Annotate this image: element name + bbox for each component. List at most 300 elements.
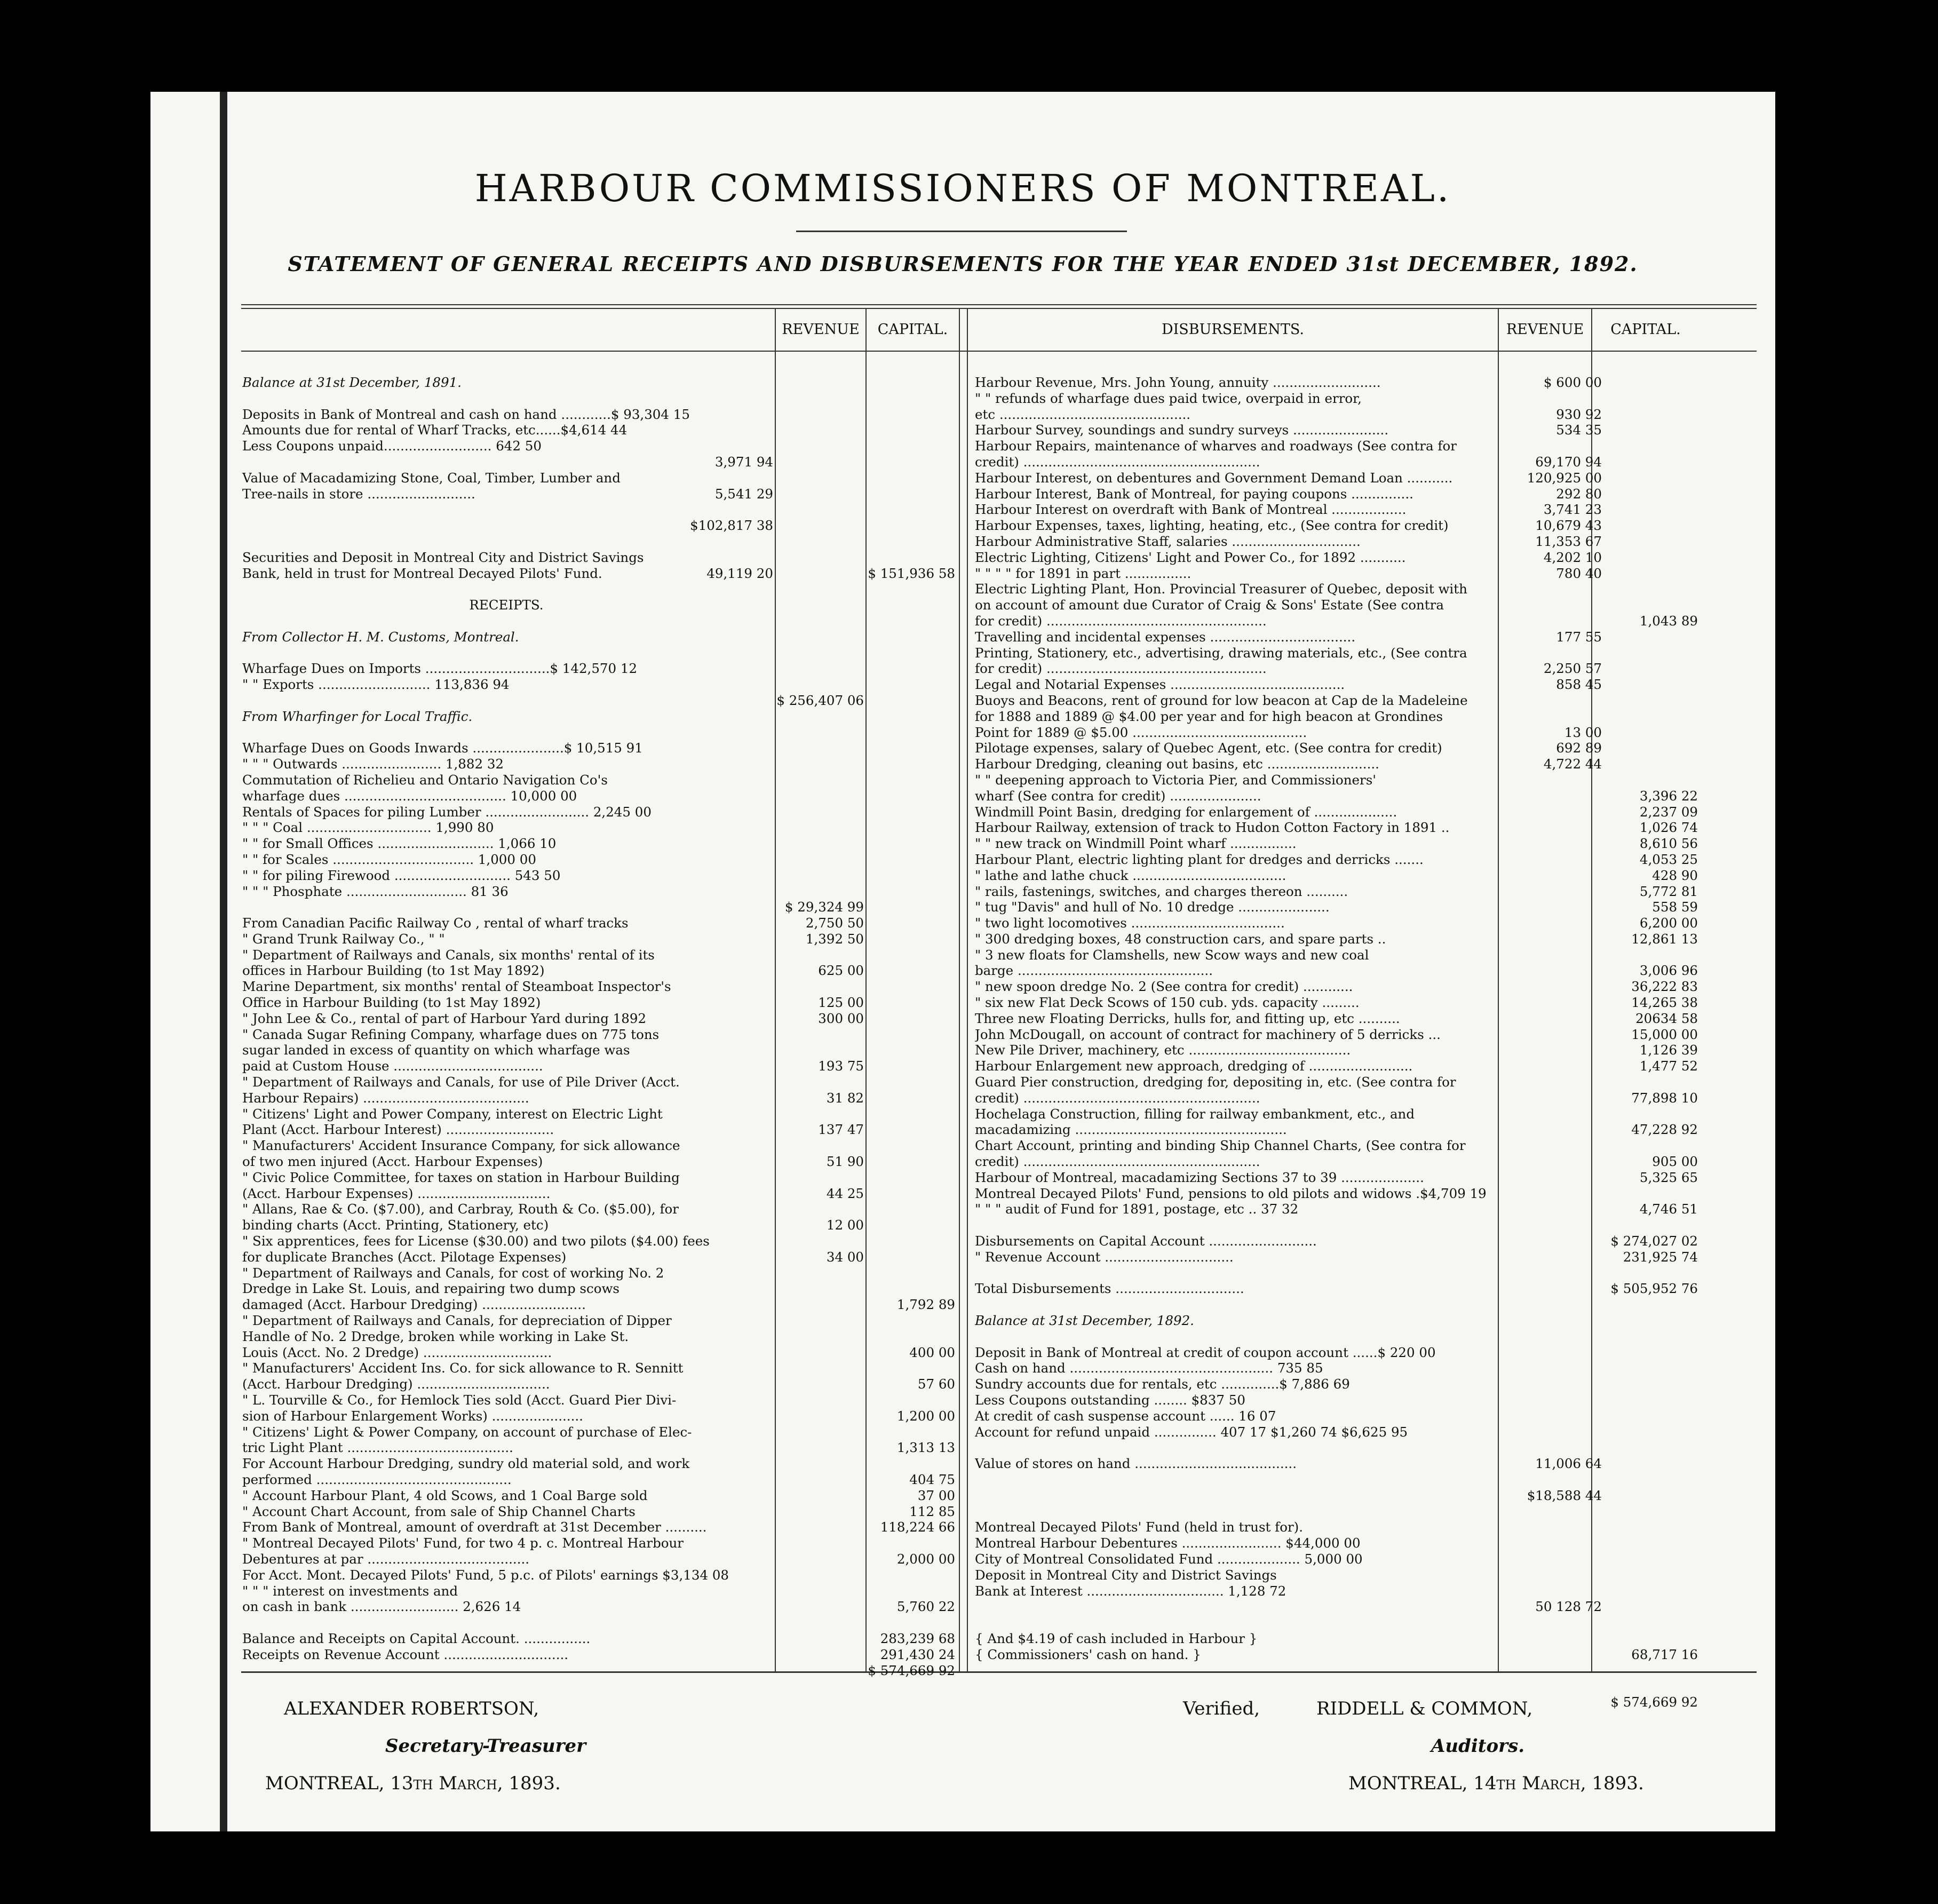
ledger-row: [242, 772, 957, 788]
row-revenue-amount: 292 80: [1556, 486, 1602, 502]
ledger-row: [975, 454, 1765, 470]
row-revenue-amount: $ 29,324 99: [784, 899, 864, 915]
row-description: " new spoon dredge No. 2 (See contra for credit) ............: [975, 979, 1353, 995]
row-capital-amount: 1,792 89: [896, 1297, 955, 1313]
row-revenue-amount: 2,250 57: [1543, 661, 1602, 677]
ledger-row: [975, 391, 1765, 407]
ledger-row: [242, 629, 957, 645]
row-description: From Bank of Montreal, amount of overdraft at 31st December ..........: [242, 1519, 707, 1535]
document-sheet: [150, 92, 1775, 1831]
right-revenue-header: REVENUE: [1506, 321, 1584, 338]
ledger-row: [242, 836, 957, 852]
row-description: " " " Coal .............................. 1,990 80: [242, 820, 494, 836]
ledger-row: [242, 1535, 957, 1551]
ledger-row: [975, 1647, 1765, 1663]
ledger-row: [975, 931, 1765, 947]
ledger-row: [242, 1376, 957, 1392]
row-description: Receipts on Revenue Account ..............................: [242, 1646, 569, 1662]
row-revenue-amount: 13 00: [1564, 724, 1602, 740]
ledger-row: [242, 391, 957, 407]
row-description: Printing, Stationery, etc., advertising, drawing materials, etc., (See contra: [975, 645, 1467, 661]
ledger-row: [242, 518, 957, 534]
ledger-row: [242, 1201, 957, 1217]
ledger-row: [242, 804, 957, 820]
ledger-row: [242, 1663, 957, 1679]
ledger-row: [975, 502, 1765, 518]
row-revenue-amount: 177 55: [1556, 629, 1602, 645]
ledger-row: [975, 1488, 1765, 1504]
title-rule: [796, 231, 1127, 232]
row-description: offices in Harbour Building (to 1st May 1892): [242, 963, 545, 979]
ledger-row: [975, 1090, 1765, 1106]
row-revenue-amount: $ 256,407 06: [776, 692, 864, 708]
ledger-row: [242, 613, 957, 629]
ledger-row: [242, 884, 957, 900]
ledger-row: [242, 915, 957, 931]
row-description: on cash in bank .......................... 2,626 14: [242, 1599, 521, 1615]
row-description: Harbour Interest, Bank of Montreal, for paying coupons ...............: [975, 486, 1413, 502]
ledger-row: [242, 963, 957, 979]
receipts-column: [242, 375, 957, 1678]
row-revenue-amount: 2,750 50: [805, 915, 864, 931]
ledger-row: [975, 1122, 1765, 1138]
ledger-row: [242, 502, 957, 518]
ledger-row: [975, 438, 1765, 454]
ledger-row: [975, 1376, 1765, 1392]
row-description: Travelling and incidental expenses ...................................: [975, 629, 1356, 645]
ledger-row: [242, 1599, 957, 1615]
ledger-row: [975, 375, 1765, 391]
row-revenue-amount: 3,741 23: [1543, 502, 1602, 518]
ledger-row: [975, 1504, 1765, 1520]
row-description: " Citizens' Light & Power Company, on account of purchase of Elec-: [242, 1424, 692, 1440]
row-revenue-amount: 69,170 94: [1535, 454, 1602, 470]
row-description: sion of Harbour Enlargement Works) ......................: [242, 1408, 583, 1424]
ledger-row: [975, 788, 1765, 804]
ledger-row: [975, 979, 1765, 995]
ledger-row: [975, 1027, 1765, 1043]
ledger-row: [242, 1042, 957, 1058]
row-revenue-amount: 534 35: [1556, 422, 1602, 438]
ledger-row: [975, 1678, 1765, 1694]
ledger-row: [242, 1138, 957, 1154]
ledger-row: [975, 1329, 1765, 1345]
row-capital-amount: 14,265 38: [1631, 995, 1698, 1011]
ledger-row: [975, 1106, 1765, 1122]
row-description: " Citizens' Light and Power Company, interest on Electric Light: [242, 1106, 663, 1122]
ledger-row: [975, 1360, 1765, 1376]
row-revenue-amount: $18,588 44: [1527, 1487, 1602, 1503]
ledger-row: [975, 1217, 1765, 1233]
row-description: Harbour Plant, electric lighting plant for dredges and derricks .......: [975, 851, 1424, 867]
row-revenue-amount: 1,392 50: [805, 931, 864, 947]
ledger-row: [975, 1472, 1765, 1488]
ledger-row: [975, 1615, 1765, 1631]
secretary-name: ALEXANDER ROBERTSON,: [284, 1698, 539, 1719]
row-description: Office in Harbour Building (to 1st May 1892): [242, 995, 541, 1011]
ledger-row: [975, 629, 1765, 645]
ledger-row: [242, 407, 957, 423]
row-description: " six new Flat Deck Scows of 150 cub. yds. capacity .........: [975, 995, 1360, 1011]
row-description: For Acct. Mont. Decayed Pilots' Fund, 5 p.c. of Pilots' earnings $3,134 08: [242, 1567, 729, 1583]
row-description: sugar landed in excess of quantity on which wharfage was: [242, 1042, 630, 1058]
ledger-row: [242, 438, 957, 454]
ledger-row: [242, 581, 957, 597]
ledger-row: [242, 899, 957, 915]
ledger-row: [975, 915, 1765, 931]
row-description: Balance at 31st December, 1891.: [242, 375, 462, 390]
row-description: " Account Harbour Plant, 4 old Scows, and 1 Coal Barge sold: [242, 1487, 648, 1503]
auditors-title: Auditors.: [1431, 1735, 1525, 1757]
row-description: barge ...............................................: [975, 963, 1213, 979]
row-description: Rentals of Spaces for piling Lumber ......................... 2,245 00: [242, 804, 652, 820]
row-revenue-amount: 692 89: [1556, 740, 1602, 756]
row-revenue-amount: 10,679 43: [1535, 518, 1602, 534]
ledger-row: [975, 772, 1765, 788]
ledger-row: [975, 550, 1765, 566]
ledger-row: [242, 1583, 957, 1599]
ledger-row: [242, 1424, 957, 1440]
ledger-row: [242, 1472, 957, 1488]
row-description: Bank at Interest ................................. 1,128 72: [975, 1583, 1286, 1599]
row-description: " " " audit of Fund for 1891, postage, etc .. 37 32: [975, 1201, 1299, 1217]
row-description: Wharfage Dues on Imports ..............................$ 142,570 12: [242, 661, 638, 677]
ledger-row: [975, 661, 1765, 677]
ledger-row: [975, 613, 1765, 629]
ledger-row: [242, 947, 957, 963]
row-description: " rails, fastenings, switches, and charges thereon ..........: [975, 883, 1348, 899]
row-description: { And $4.19 of cash included in Harbour }: [975, 1630, 1258, 1646]
ledger-row: [975, 422, 1765, 438]
row-description: Commutation of Richelieu and Ontario Navigation Co's: [242, 772, 608, 788]
ledger-row: [242, 645, 957, 661]
row-description: New Pile Driver, machinery, etc .......................................: [975, 1042, 1351, 1058]
ledger-row: [242, 709, 957, 725]
verified-label: Verified,: [1183, 1698, 1260, 1719]
right-capital-header: CAPITAL.: [1610, 321, 1681, 338]
row-description: " 3 new floats for Clamshells, new Scow ways and new coal: [975, 947, 1369, 963]
row-capital-amount: 77,898 10: [1631, 1090, 1698, 1106]
row-capital-amount: 2,000 00: [896, 1551, 955, 1567]
ledger-row: [242, 1615, 957, 1631]
auditors-place-date: MONTREAL, 14th March, 1893.: [1348, 1773, 1644, 1794]
row-subtotal: $102,817 38: [690, 518, 773, 534]
row-capital-amount: 291,430 24: [880, 1646, 955, 1662]
row-description: Account for refund unpaid ............... 407 17 $1,260 74 $6,625 95: [975, 1424, 1408, 1440]
row-description: " " for Small Offices ............................ 1,066 10: [242, 836, 557, 852]
row-capital-amount: 3,396 22: [1639, 788, 1698, 804]
row-description: wharf (See contra for credit) ......................: [975, 788, 1261, 804]
ledger-row: [242, 1090, 957, 1106]
row-description: Harbour Administrative Staff, salaries ...............................: [975, 533, 1361, 549]
row-capital-amount: 283,239 68: [880, 1630, 955, 1646]
row-description: Louis (Acct. No. 2 Dredge) ...............................: [242, 1344, 552, 1360]
row-description: for 1888 and 1889 @ $4.00 per year and for high beacon at Grondines: [975, 708, 1443, 724]
row-description: Marine Department, six months' rental of Steamboat Inspector's: [242, 979, 671, 995]
row-revenue-amount: 858 45: [1556, 677, 1602, 693]
row-description: Pilotage expenses, salary of Quebec Agent, etc. (See contra for credit): [975, 740, 1442, 756]
row-description: Harbour Enlargement new approach, dredging of .........................: [975, 1058, 1413, 1074]
ledger-row: [242, 820, 957, 836]
ledger-row: [242, 1360, 957, 1376]
row-capital-amount: 47,228 92: [1631, 1122, 1698, 1138]
secretary-title: Secretary-Treasurer: [385, 1735, 586, 1757]
row-description: " Montreal Decayed Pilots' Fund, for two 4 p. c. Montreal Harbour: [242, 1535, 684, 1551]
ledger-row: [242, 1154, 957, 1170]
row-description: Legal and Notarial Expenses ..........................................: [975, 677, 1345, 693]
row-capital-amount: 1,126 39: [1639, 1042, 1698, 1058]
row-description: performed ...............................................: [242, 1471, 512, 1487]
row-description: Montreal Harbour Debentures ........................ $44,000 00: [975, 1535, 1361, 1551]
ledger-row: [975, 1583, 1765, 1599]
row-description: Harbour Interest, on debentures and Government Demand Loan ...........: [975, 470, 1453, 486]
ledger-row: [975, 1392, 1765, 1408]
ledger-row: [242, 1392, 957, 1408]
ledger-row: [242, 1408, 957, 1424]
ledger-row: [975, 1551, 1765, 1567]
row-revenue-amount: 11,006 64: [1535, 1456, 1602, 1472]
row-description: RECEIPTS.: [469, 597, 544, 613]
ledger-row: [242, 1329, 957, 1345]
ledger-row: [242, 1488, 957, 1504]
row-description: Balance at 31st December, 1892.: [975, 1313, 1194, 1329]
ledger-row: [975, 1663, 1765, 1679]
ledger-row: [242, 1647, 957, 1663]
row-description: Hochelaga Construction, filling for railway embankment, etc., and: [975, 1106, 1415, 1122]
row-subtotal: 3,971 94: [714, 454, 773, 470]
row-capital-amount: 68,717 16: [1631, 1646, 1698, 1662]
ledger-row: [975, 597, 1765, 613]
row-description: { Commissioners' cash on hand. }: [975, 1646, 1201, 1662]
ledger-row: [242, 422, 957, 438]
document-title: HARBOUR COMMISSIONERS OF MONTREAL.: [474, 166, 1451, 210]
row-description: " " deepening approach to Victoria Pier, and Commissioners': [975, 772, 1377, 788]
row-capital-amount: 1,043 89: [1639, 613, 1698, 629]
row-revenue-amount: 4,202 10: [1543, 549, 1602, 565]
ledger-row: [242, 979, 957, 995]
ledger-row: [242, 566, 957, 582]
row-description: Harbour of Montreal, macadamizing Sections 37 to 39 ....................: [975, 1169, 1424, 1185]
row-capital-amount: 5,325 65: [1639, 1169, 1698, 1185]
ledger-row: [975, 1154, 1765, 1170]
row-description: on account of amount due Curator of Craig & Sons' Estate (See contra: [975, 597, 1444, 613]
row-capital-amount: 905 00: [1652, 1154, 1698, 1170]
row-revenue-amount: 50 128 72: [1535, 1599, 1602, 1615]
row-revenue-amount: 625 00: [818, 963, 864, 979]
ledger-row: [975, 407, 1765, 423]
auditors-name: RIDDELL & COMMON,: [1316, 1698, 1533, 1719]
ledger-row: [242, 470, 957, 486]
ledger-row: [975, 1011, 1765, 1027]
row-description: From Wharfinger for Local Traffic.: [242, 708, 473, 724]
row-capital-amount: 3,006 96: [1639, 963, 1698, 979]
row-capital-amount: 404 75: [909, 1471, 955, 1487]
row-capital-amount: $ 574,669 92: [868, 1662, 955, 1678]
row-description: Deposit in Bank of Montreal at credit of coupon account ......$ 220 00: [975, 1344, 1436, 1360]
row-description: " Grand Trunk Railway Co., " ": [242, 931, 445, 947]
row-description: Amounts due for rental of Wharf Tracks, etc......$4,614 44: [242, 422, 628, 438]
row-description: From Canadian Pacific Railway Co , rental of wharf tracks: [242, 915, 629, 931]
row-description: John McDougall, on account of contract for machinery of 5 derricks ...: [975, 1026, 1441, 1042]
row-capital-amount: 1,477 52: [1639, 1058, 1698, 1074]
ledger-row: [242, 1186, 957, 1202]
row-description: City of Montreal Consolidated Fund .................... 5,000 00: [975, 1551, 1363, 1567]
row-capital-amount: 112 85: [909, 1503, 955, 1519]
ledger-row: [242, 725, 957, 741]
row-capital-amount: 231,925 74: [1623, 1249, 1698, 1265]
ledger-row: [242, 534, 957, 550]
row-description: " Account Chart Account, from sale of Ship Channel Charts: [242, 1503, 636, 1519]
ledger-row: [975, 756, 1765, 772]
row-description: Value of Macadamizing Stone, Coal, Timber, Lumber and: [242, 470, 621, 486]
ledger-row: [975, 1233, 1765, 1249]
row-description: for credit) .....................................................: [975, 613, 1267, 629]
row-description: " Department of Railways and Canals, for use of Pile Driver (Acct.: [242, 1074, 680, 1090]
row-capital-amount: $ 505,952 76: [1610, 1281, 1698, 1297]
ledger-row: [975, 963, 1765, 979]
ledger-row: [975, 1631, 1765, 1647]
ledger-row: [242, 1233, 957, 1249]
row-revenue-amount: 930 92: [1556, 406, 1602, 422]
row-capital-amount: 4,053 25: [1639, 851, 1698, 867]
row-capital-amount: 5,772 81: [1639, 883, 1698, 899]
ledger-row: [975, 1519, 1765, 1535]
row-description: " " for piling Firewood ............................ 543 50: [242, 867, 561, 883]
ledger-row: [242, 1106, 957, 1122]
ledger-row: [242, 852, 957, 868]
ledger-row: [975, 899, 1765, 915]
row-description: " L. Tourville & Co., for Hemlock Ties sold (Acct. Guard Pier Divi-: [242, 1392, 677, 1408]
row-description: " Canada Sugar Refining Company, wharfage dues on 775 tons: [242, 1026, 660, 1042]
row-revenue-amount: 51 90: [826, 1154, 864, 1170]
row-description: Less Coupons outstanding ........ $837 50: [975, 1392, 1245, 1408]
row-capital-amount: 5,760 22: [896, 1599, 955, 1615]
ledger-row: [975, 1138, 1765, 1154]
row-capital-amount: $ 574,669 92: [1610, 1694, 1698, 1710]
row-description: " Department of Railways and Canals, for depreciation of Dipper: [242, 1313, 672, 1329]
row-subtotal: 49,119 20: [706, 565, 773, 581]
row-description: " two light locomotives .....................................: [975, 915, 1285, 931]
ledger-row: [975, 486, 1765, 502]
row-capital-amount: 400 00: [909, 1344, 955, 1360]
row-capital-amount: 20634 58: [1635, 1010, 1698, 1026]
row-revenue-amount: 125 00: [818, 995, 864, 1011]
row-description: " " for Scales .................................. 1,000 00: [242, 851, 536, 867]
ledger-row: [975, 1170, 1765, 1186]
ledger-row: [242, 1504, 957, 1520]
ledger-row: [242, 1631, 957, 1647]
ledger-row: [975, 1345, 1765, 1361]
row-revenue-amount: 120,925 00: [1527, 470, 1602, 486]
row-capital-amount: $ 151,936 58: [868, 565, 955, 581]
row-description: " Revenue Account ...............................: [975, 1249, 1234, 1265]
row-description: " Department of Railways and Canals, six months' rental of its: [242, 947, 655, 963]
ledger-row: [975, 1249, 1765, 1265]
ledger-row: [975, 868, 1765, 884]
ledger-row: [975, 1058, 1765, 1074]
row-description: Electric Lighting, Citizens' Light and Power Co., for 1892 ...........: [975, 549, 1406, 565]
row-description: macadamizing ...................................................: [975, 1122, 1287, 1138]
ledger-row: [242, 931, 957, 947]
row-description: Point for 1889 @ $5.00 ..........................................: [975, 724, 1307, 740]
row-capital-amount: 15,000 00: [1631, 1026, 1698, 1042]
row-capital-amount: 36,222 83: [1631, 979, 1698, 995]
disbursements-header: DISBURSEMENTS.: [1161, 321, 1305, 338]
row-description: paid at Custom House ....................................: [242, 1058, 543, 1074]
row-description: tric Light Plant ........................................: [242, 1440, 513, 1456]
row-capital-amount: 6,200 00: [1639, 915, 1698, 931]
row-description: " Allans, Rae & Co. ($7.00), and Carbray, Routh & Co. ($5.00), for: [242, 1201, 679, 1217]
row-description: Windmill Point Basin, dredging for enlargement of ....................: [975, 804, 1397, 820]
row-description: Tree-nails in store ..........................: [242, 486, 475, 502]
row-revenue-amount: 44 25: [826, 1185, 864, 1201]
row-description: Less Coupons unpaid.......................... 642 50: [242, 438, 542, 454]
row-description: " Department of Railways and Canals, for cost of working No. 2: [242, 1265, 664, 1281]
left-capital-header: CAPITAL.: [877, 321, 948, 338]
ledger-row: [242, 788, 957, 804]
ledger-row: [975, 534, 1765, 550]
ledger-row: [242, 1011, 957, 1027]
ledger-row: [975, 1201, 1765, 1217]
row-capital-amount: 1,026 74: [1639, 820, 1698, 836]
ledger-row: [242, 1551, 957, 1567]
ledger-row: [242, 1122, 957, 1138]
ledger-row: [975, 1281, 1765, 1297]
ledger-row: [242, 756, 957, 772]
ledger-row: [242, 1313, 957, 1329]
row-description: damaged (Acct. Harbour Dredging) .........................: [242, 1297, 586, 1313]
table-top-rule-2: [241, 308, 1757, 309]
row-description: " Six apprentices, fees for License ($30.00) and two pilots ($4.00) fees: [242, 1233, 710, 1249]
ledger-row: [242, 1440, 957, 1456]
ledger-row: [975, 995, 1765, 1011]
ledger-row: [242, 550, 957, 566]
row-revenue-amount: 780 40: [1556, 565, 1602, 581]
center-divider-rule-2: [967, 308, 968, 1671]
row-description: " " new track on Windmill Point wharf ................: [975, 836, 1297, 852]
row-description: (Acct. Harbour Dredging) ................................: [242, 1376, 550, 1392]
row-description: for duplicate Branches (Acct. Pilotage Expenses): [242, 1249, 567, 1265]
row-capital-amount: 12,861 13: [1631, 931, 1698, 947]
row-description: Montreal Decayed Pilots' Fund (held in trust for).: [975, 1519, 1304, 1535]
row-description: Handle of No. 2 Dredge, broken while working in Lake St.: [242, 1328, 629, 1344]
row-description: Total Disbursements ...............................: [975, 1281, 1244, 1297]
row-description: For Account Harbour Dredging, sundry old material sold, and work: [242, 1456, 690, 1472]
disbursements-column: [975, 375, 1765, 1710]
row-capital-amount: 2,237 09: [1639, 804, 1698, 820]
ledger-row: [975, 1424, 1765, 1440]
ledger-row: [975, 693, 1765, 709]
row-description: " " Exports ........................... 113,836 94: [242, 677, 510, 693]
ledger-row: [975, 1535, 1765, 1551]
row-description: Chart Account, printing and binding Ship Channel Charts, (See contra for: [975, 1138, 1466, 1154]
row-description: Wharfage Dues on Goods Inwards ......................$ 10,515 91: [242, 740, 643, 756]
ledger-row: [975, 1074, 1765, 1090]
row-description: Debentures at par .......................................: [242, 1551, 530, 1567]
ledger-row: [975, 1408, 1765, 1424]
ledger-row: [975, 820, 1765, 836]
ledger-row: [975, 1440, 1765, 1456]
row-description: of two men injured (Acct. Harbour Expenses): [242, 1154, 543, 1170]
ledger-row: [975, 1313, 1765, 1329]
ledger-row: [242, 1074, 957, 1090]
ledger-row: [975, 1297, 1765, 1313]
row-description: Securities and Deposit in Montreal City and District Savings: [242, 549, 644, 565]
row-description: (Acct. Harbour Expenses) ................................: [242, 1185, 551, 1201]
row-description: binding charts (Acct. Printing, Stationery, etc): [242, 1217, 549, 1233]
secretary-place-date: MONTREAL, 13th March, 1893.: [265, 1773, 561, 1794]
row-revenue-amount: 193 75: [818, 1058, 864, 1074]
